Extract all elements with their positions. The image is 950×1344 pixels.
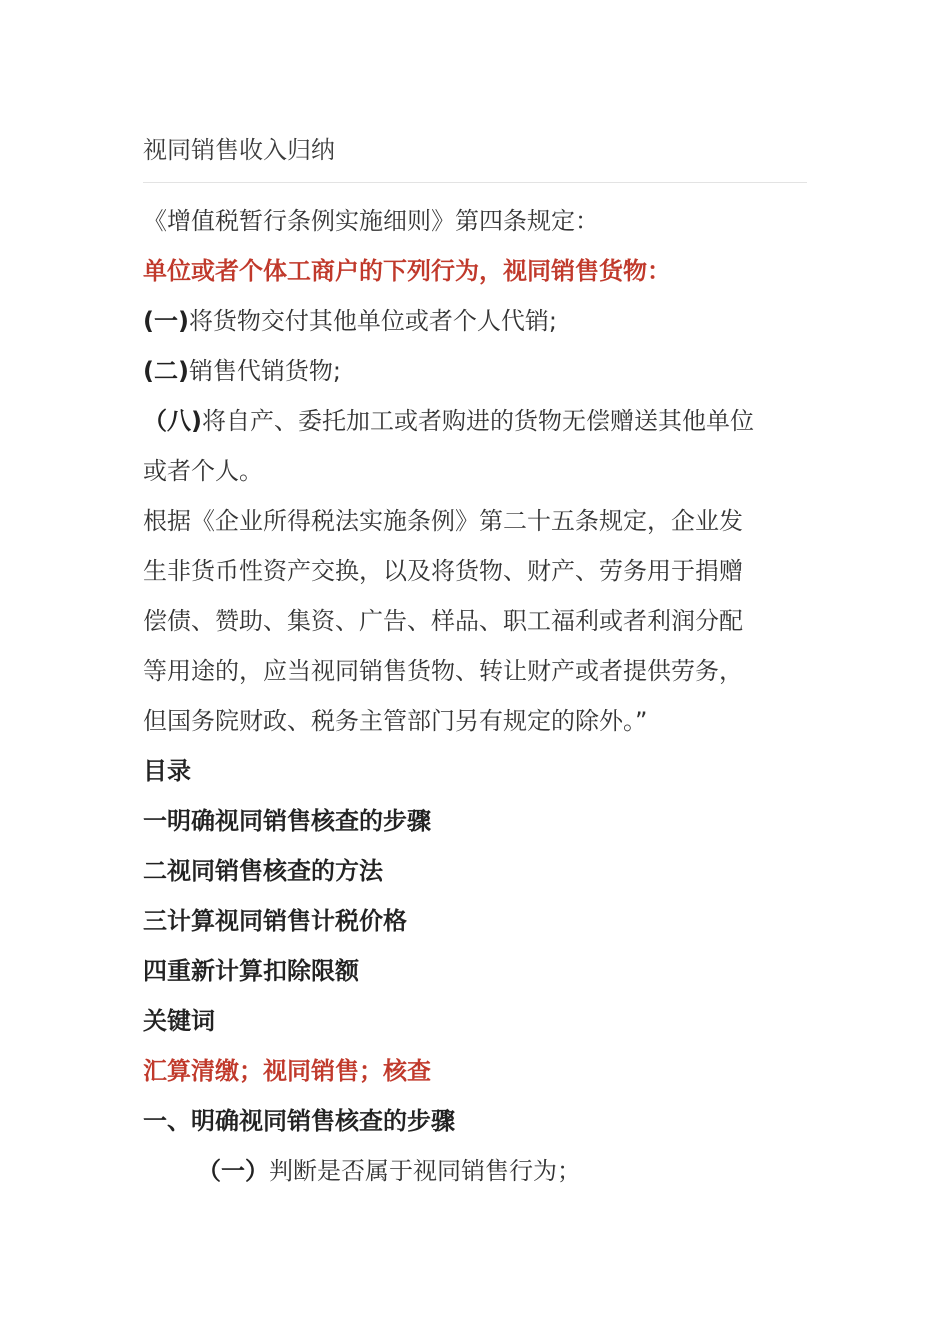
toc-item: 一明确视同销售核查的步骤	[143, 807, 431, 835]
document-body	[143, 196, 807, 1196]
toc-item: 三计算视同销售计税价格	[143, 907, 407, 935]
item-text: 将货物交付其他单位或者个人代销;	[188, 307, 558, 335]
list-item	[143, 396, 807, 446]
toc-item: 四重新计算扣除限额	[143, 957, 359, 985]
keywords-heading: 关键词	[143, 1007, 215, 1035]
toc-heading: 目录	[143, 757, 191, 785]
section-item-label: （一）	[197, 1157, 269, 1185]
title-divider	[143, 182, 807, 183]
item-text: 将自产、委托加工或者购进的货物无偿赠送其他单位	[201, 407, 754, 435]
item-label: (一)	[143, 307, 189, 335]
list-item-continuation: 或者个人。	[143, 457, 263, 485]
intro-line: 《增值税暂行条例实施细则》第四条规定：	[143, 207, 599, 235]
paragraph-line: 生非货币性资产交换，以及将货物、财产、劳务用于捐赠	[143, 557, 743, 585]
item-label: （八)	[143, 407, 202, 435]
document-title: 视同销售收入归纳	[143, 136, 335, 164]
keywords-text: 汇算清缴；视同销售；核查	[143, 1057, 431, 1085]
list-item	[143, 346, 807, 396]
item-text: 销售代销货物;	[188, 357, 342, 385]
section-item	[143, 1146, 807, 1196]
item-label: (二)	[143, 357, 189, 385]
paragraph-line: 等用途的，应当视同销售货物、转让财产或者提供劳务，	[143, 657, 743, 685]
list-item	[143, 296, 807, 346]
highlight-line: 单位或者个体工商户的下列行为，视同销售货物：	[143, 257, 671, 285]
section-item-text: 判断是否属于视同销售行为；	[269, 1157, 581, 1185]
toc-item: 二视同销售核查的方法	[143, 857, 383, 885]
paragraph-line: 根据《企业所得税法实施条例》第二十五条规定，企业发	[143, 507, 743, 535]
section-heading: 一、明确视同销售核查的步骤	[143, 1107, 455, 1135]
paragraph-line: 但国务院财政、税务主管部门另有规定的除外。”	[143, 707, 648, 735]
paragraph-line: 偿债、赞助、集资、广告、样品、职工福利或者利润分配	[143, 607, 743, 635]
